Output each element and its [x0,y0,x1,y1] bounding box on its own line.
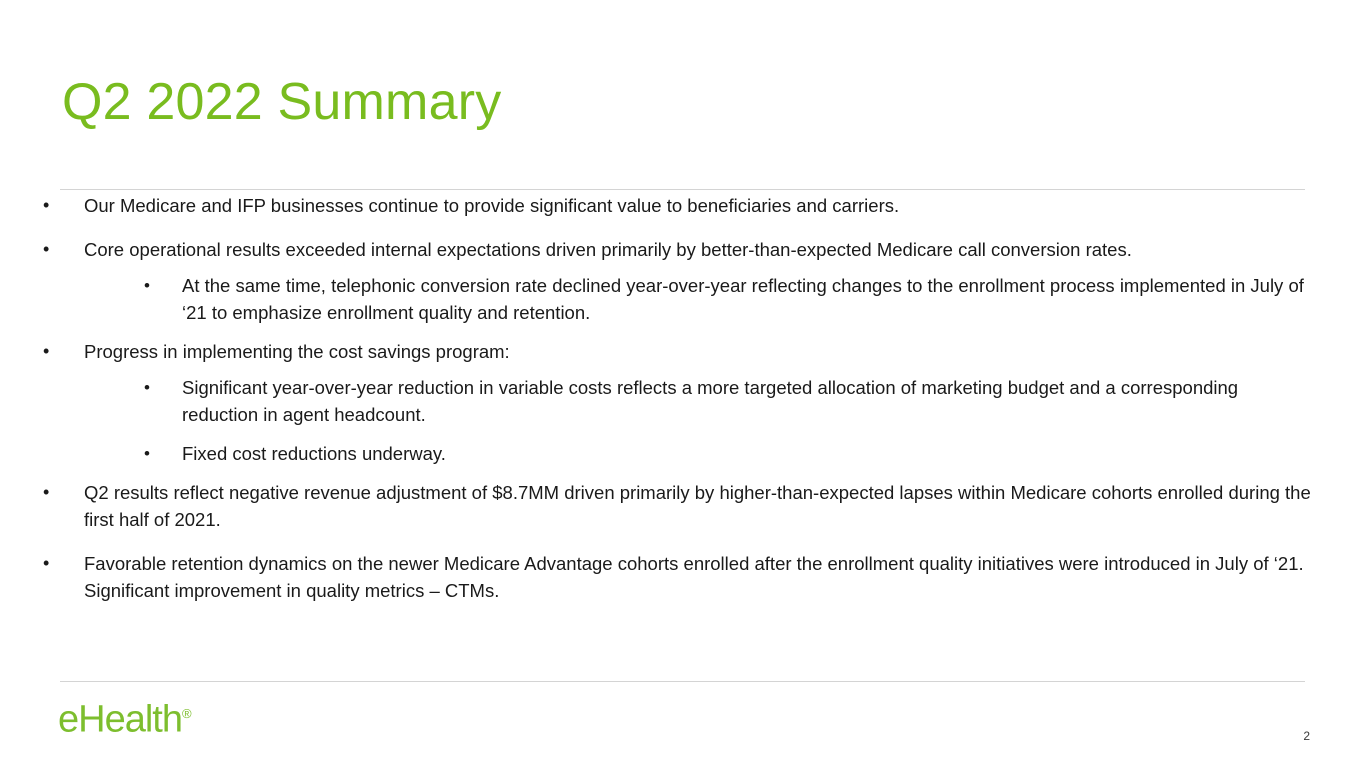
list-item [36,550,1316,604]
bullet-marker: • [43,239,50,259]
bullet-marker: • [144,378,150,397]
list-item-text: Favorable retention dynamics on the newer Medicare Advantage cohorts enrolled after the enrollment quality initiatives were introduced in July of ‘21. Significant improvement in quality metrics – CTMs. [84,553,1304,601]
list-item [84,272,1316,326]
bullet-marker: • [43,195,50,215]
page-title: Q2 2022 Summary [62,73,502,131]
bullet-marker: • [144,276,150,295]
list-item-text: At the same time, telephonic conversion rate declined year-over-year reflecting changes to the enrollment process implemented in July of ‘21 to emphasize enrollment quality and retention. [182,275,1304,323]
list-item [36,236,1316,326]
list-item-text: Core operational results exceeded internal expectations driven primarily by better-than-expected Medicare call conversion rates. [84,239,1132,260]
bullet-marker: • [43,482,50,502]
list-item-text: Fixed cost reductions underway. [182,443,446,464]
list-item [36,192,1316,219]
logo-wordmark: eHealth [58,698,182,741]
ehealth-logo [58,694,192,740]
list-item-text: Our Medicare and IFP businesses continue to provide significant value to beneficiaries and carriers. [84,195,900,216]
bullet-marker: • [144,444,150,463]
list-item-text: Progress in implementing the cost savings program: [84,341,510,362]
bullet-marker: • [43,553,50,573]
registered-trademark-icon: ® [181,706,192,721]
slide-body [36,192,1316,621]
divider-bottom [60,681,1305,682]
list-item [36,338,1316,467]
bullet-list [36,192,1316,604]
page-number: 2 [1303,729,1310,743]
sub-bullet-list [84,272,1316,326]
bullet-marker: • [43,341,50,361]
list-item [84,440,1316,467]
list-item [36,479,1316,533]
list-item-text: Q2 results reflect negative revenue adjustment of $8.7MM driven primarily by higher-than-expected lapses within Medicare cohorts enrolled during the first half of 2021. [84,482,1311,530]
sub-bullet-list [84,374,1316,467]
list-item [84,374,1316,428]
list-item-text: Significant year-over-year reduction in variable costs reflects a more targeted allocation of marketing budget and a corresponding reduction in agent headcount. [182,377,1239,425]
divider-top [60,189,1305,190]
